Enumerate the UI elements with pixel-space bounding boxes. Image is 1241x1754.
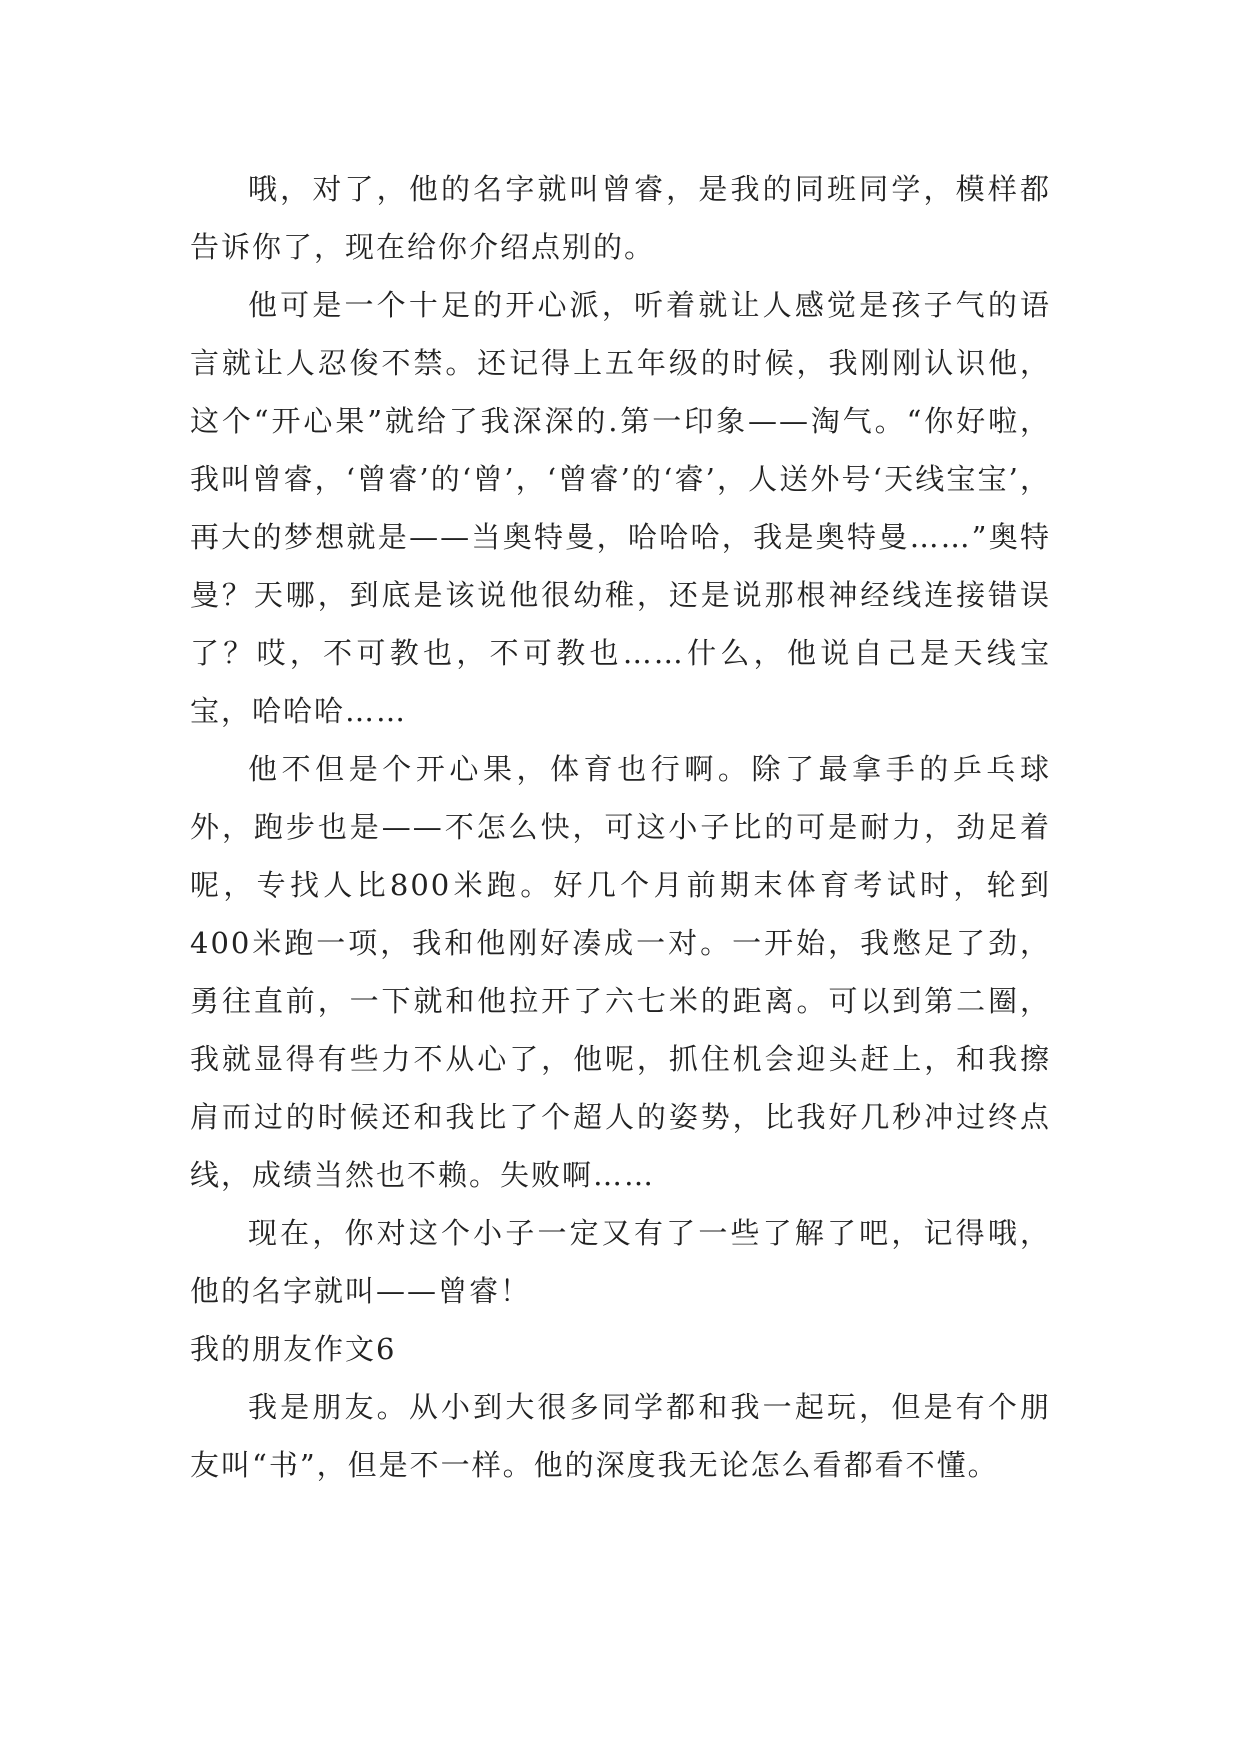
paragraph-1: 哦，对了，他的名字就叫曾睿，是我的同班同学，模样都告诉你了，现在给你介绍点别的。 xyxy=(190,172,1051,264)
section-heading: 我的朋友作文6 xyxy=(190,1332,397,1366)
paragraph-5: 我是朋友。从小到大很多同学都和我一起玩，但是有个朋友叫“书”，但是不一样。他的深度我无论怎么看都看不懂。 xyxy=(190,1390,1051,1482)
paragraph-2: 他可是一个十足的开心派，听着就让人感觉是孩子气的语言就让人忍俊不禁。还记得上五年级的时候，我刚刚认识他，这个“开心果”就给了我深深的.第一印象——淘气。“你好啦，我叫曾睿，‘曾睿’的‘曾’，‘曾睿’的‘睿’，人送外号‘天线宝宝’，再大的梦想就是——当奥特曼，哈哈哈，我是奥特曼……”奥特曼？天哪，到底是该说他很幼稚，还是说那根神经线连接错误了？哎，不可教也，不可教也……什么，他说自己是天线宝宝，哈哈哈…… xyxy=(190,288,1051,728)
paragraph-4: 现在，你对这个小子一定又有了一些了解了吧，记得哦，他的名字就叫——曾睿！ xyxy=(190,1216,1051,1308)
paragraph-3: 他不但是个开心果，体育也行啊。除了最拿手的乒乓球外，跑步也是——不怎么快，可这小子比的可是耐力，劲足着呢，专找人比800米跑。好几个月前期末体育考试时，轮到400米跑一项，我和他刚好凑成一对。一开始，我憋足了劲，勇往直前，一下就和他拉开了六七米的距离。可以到第二圈，我就显得有些力不从心了，他呢，抓住机会迎头赶上，和我擦肩而过的时候还和我比了个超人的姿势，比我好几秒冲过终点线，成绩当然也不赖。失败啊…… xyxy=(190,752,1051,1192)
